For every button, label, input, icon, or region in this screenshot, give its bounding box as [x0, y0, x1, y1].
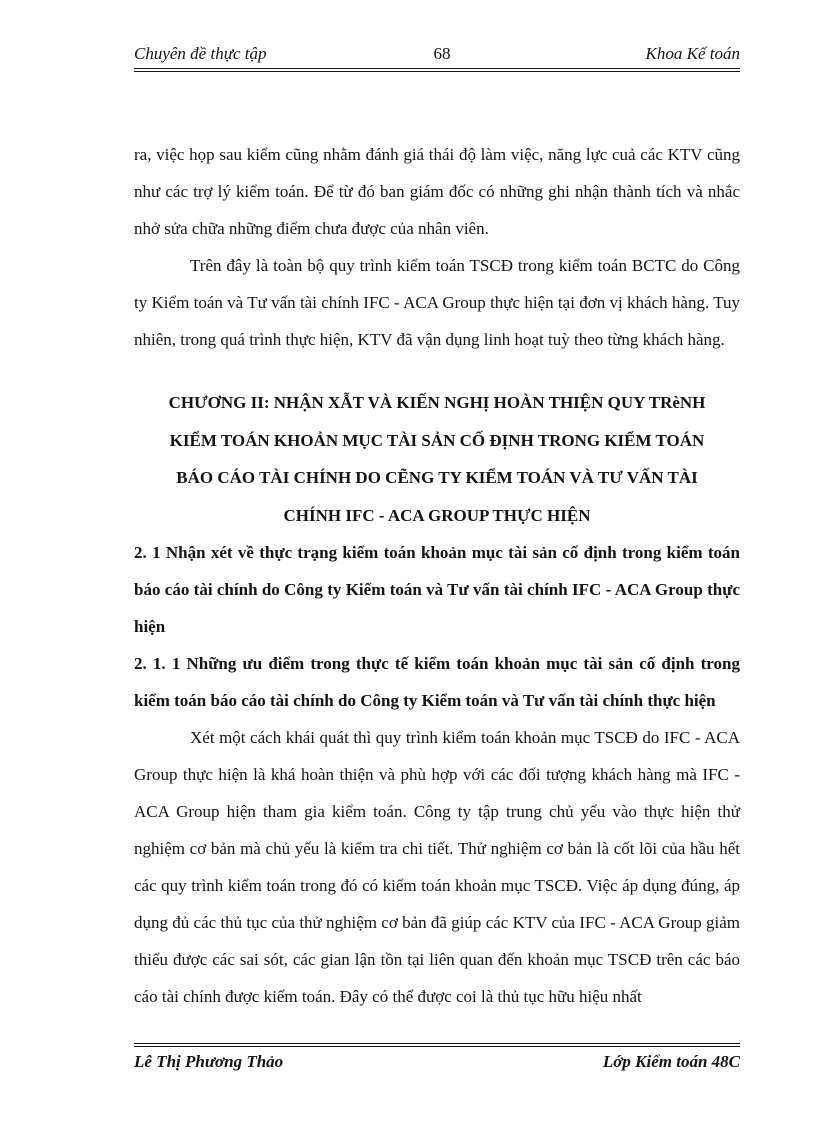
chapter-heading-line-1: CHƯƠNG II: NHẬN XẪT VÀ KIẾN NGHỊ HOÀN THIỆN QUY TRèNH — [168, 393, 706, 412]
footer-author-name: Lê Thị Phương Thảo — [134, 1052, 284, 1071]
chapter-heading — [134, 384, 740, 534]
document-body — [134, 136, 740, 1015]
chapter-heading-line-4: CHÍNH IFC - ACA GROUP THỰC HIỆN — [283, 505, 591, 525]
header-course-title: Chuyên đề thực tập — [134, 44, 267, 63]
section-heading-2-1-1: 2. 1. 1 Những ưu điểm trong thực tế kiểm toán khoản mục tài sản cố định trong kiểm toán báo cáo tài chính do Công ty Kiểm toán và Tư vấn tài chính thực hiện — [134, 654, 740, 710]
section-heading-2-1: 2. 1 Nhận xét về thực trạng kiểm toán khoản mục tài sản cố định trong kiểm toán báo cáo tài chính do Công ty Kiểm toán và Tư vấn tài chính IFC - ACA Group thực hiện — [134, 543, 740, 636]
page-footer — [134, 1043, 740, 1072]
paragraph-assessment: Xét một cách khái quát thì quy trình kiểm toán khoản mục TSCĐ do IFC - ACA Group thực hiện là khá hoàn thiện và phù hợp với các đối tượng khách hàng mà IFC - ACA Group hiện tham gia kiểm toán. Công ty tập trung chủ yếu vào thực hiện thử nghiệm cơ bản mà chủ yếu là kiểm tra chi tiết. Thử nghiệm cơ bản là cốt lõi của hầu hết các quy trình kiểm toán trong đó có kiểm toán khoản mục TSCĐ. Việc áp dụng đúng, áp dụng đủ các thủ tục của thử nghiệm cơ bản đã giúp các KTV của IFC - ACA Group giảm thiểu được các sai sót, các gian lận tồn tại liên quan đến khoản mục TSCĐ trên các báo cáo tài chính được kiểm toán. Đây có thể được coi là thủ tục hữu hiệu nhất — [134, 728, 740, 1006]
header-faculty-name: Khoa Kế toán — [645, 44, 740, 63]
chapter-heading-line-2: KIỂM TOÁN KHOẢN MỤC TÀI SẢN CỐ ĐỊNH TRONG KIỂM TOÁN — [169, 430, 705, 450]
page-header — [134, 44, 740, 72]
page-number: 68 — [433, 44, 451, 63]
paragraph-continuation: ra, việc họp sau kiểm cũng nhằm đánh giá thái độ làm việc, năng lực cuả các KTV cũng như các trợ lý kiểm toán. Để từ đó ban giám đốc có những ghi nhận thành tích và nhắc nhở sửa chữa những điểm chưa được của nhân viên. — [134, 145, 740, 238]
chapter-heading-line-3: BÁO CÁO TÀI CHÍNH DO CẼNG TY KIỂM TOÁN VÀ TƯ VẤN TÀI — [176, 468, 698, 487]
paragraph-summary: Trên đây là toàn bộ quy trình kiểm toán TSCĐ trong kiểm toán BCTC do Công ty Kiểm toán và Tư vấn tài chính IFC - ACA Group thực hiện tại đơn vị khách hàng. Tuy nhiên, trong quá trình thực hiện, KTV đã vận dụng linh hoạt tuỳ theo từng khách hàng. — [134, 256, 740, 349]
footer-class-name: Lớp Kiểm toán 48C — [602, 1052, 740, 1071]
